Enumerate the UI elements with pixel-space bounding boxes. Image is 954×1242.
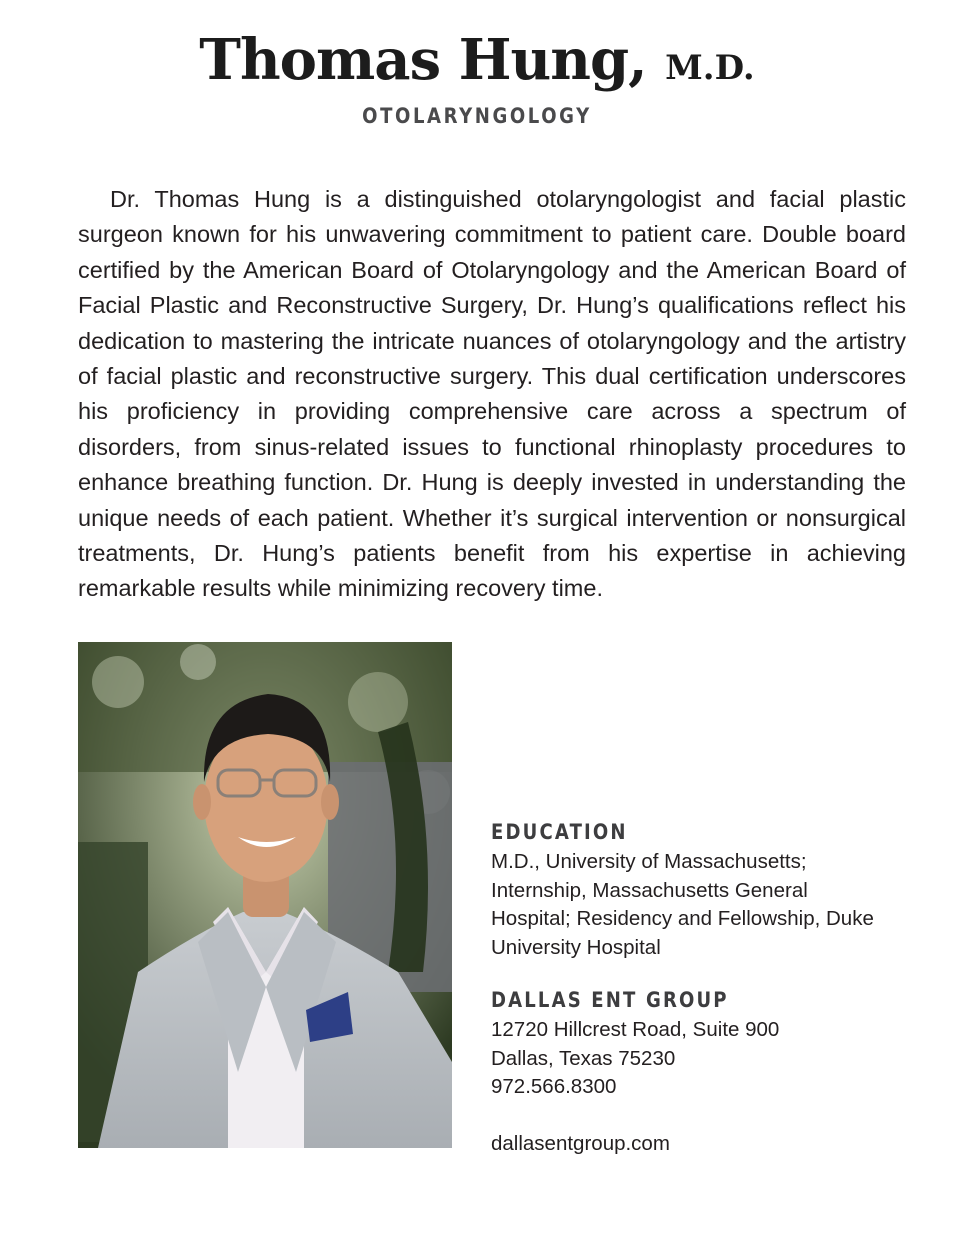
header [0,28,954,128]
doctor-name [0,28,954,100]
doctor-portrait-photo [78,642,452,1148]
education-line: Hospital; Residency and Fellowship, Duke [491,907,874,930]
contact-info [491,820,911,1158]
biography-paragraph: Dr. Thomas Hung is a distinguished otolaryngologist and facial plastic surgeon known for his unwavering commitment to patient care. Double board certified by the American Board of Otolaryngology and the American Board of Facial Plastic and Reconstructive Surgery, Dr. Hung’s qualifications reflect his dedication to mastering the intricate nuances of otolaryngology and the artistry of facial plastic and reconstructive surgery. This dual certification underscores his proficiency in providing comprehensive care across a spectrum of disorders, from sinus-related issues to functional rhinoplasty procedures to enhance breathing function. Dr. Hung is deeply invested in understanding the unique needs of each patient. Whether it’s surgical intervention or nonsurgical treatments, Dr. Hung’s patients benefit from his expertise in achieving remarkable results while minimizing recovery time. [78,186,906,602]
education-line: University Hospital [491,935,661,959]
address-line: Dallas, Texas 75230 [491,1046,676,1070]
degree-suffix: M.D. [665,48,755,88]
education-line: M.D., University of Massachusetts; [491,850,807,873]
phone-number: 972.566.8300 [491,1075,617,1098]
practice-heading: DALLAS ENT GROUP [491,988,729,1012]
address-line: 12720 Hillcrest Road, Suite 900 [491,1018,780,1041]
doctor-name-text: Thomas Hung, [199,27,647,93]
education-line: Internship, Massachusetts General [491,878,808,902]
website-link[interactable]: dallasentgroup.com [491,1131,670,1155]
specialty-label: OTOLARYNGOLOGY [362,104,592,128]
education-heading: EDUCATION [491,820,628,844]
